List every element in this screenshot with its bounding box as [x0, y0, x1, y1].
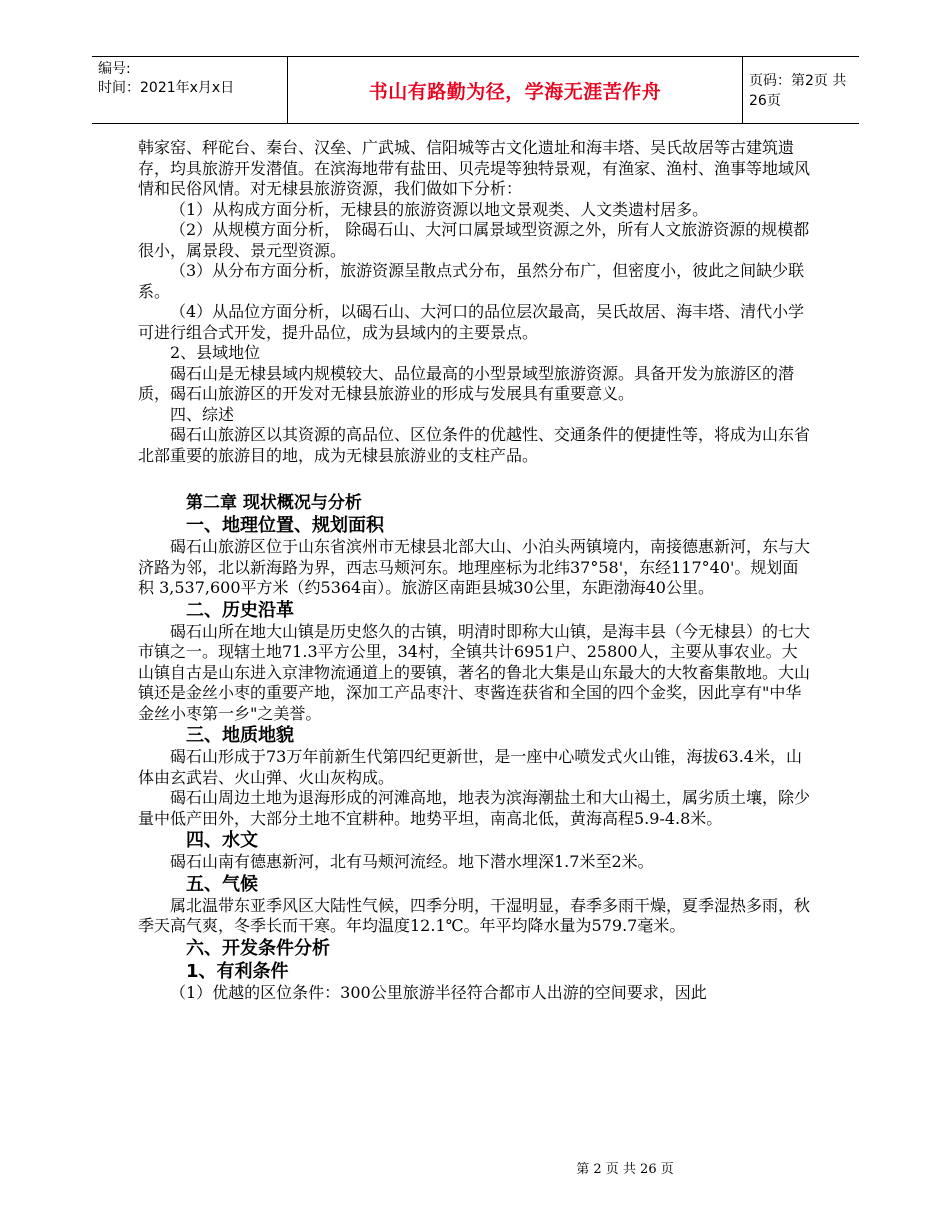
paragraph: （2）从规模方面分析， 除碣石山、大河口属景域型资源之外，所有人文旅游资源的规模都很小，属景段、景元型资源。	[138, 220, 810, 260]
document-time-label: 时间：2021年x月x日	[98, 80, 235, 96]
paragraph: 属北温带东亚季风区大陆性气候，四季分明，干湿明显，春季多雨干燥，夏季湿热多雨，秋季天高气爽，冬季长而干寒。年均温度12.1℃。年平均降水量为579.7毫米。	[138, 895, 811, 935]
paragraph: 碣石山周边土地为退海形成的河滩高地，地表为滨海潮盐土和大山褐土，属劣质土壤，除少量中低产田外，大部分土地不宜耕种。地势平坦，南高北低，黄海高程5.9-4.8米。	[138, 788, 811, 828]
subheading: 2、县域地位	[170, 343, 261, 362]
paragraph: 韩家窑、秤砣台、秦台、汉垒、广武城、信阳城等古文化遗址和海丰塔、吴氏故居等古建筑遗存，均具旅游开发潜值。在滨海地带有盐田、贝壳堤等独特景观，有渔家、渔村、渔事等地域风情和民俗风情。对无棣县旅游资源，我们做如下分析：	[138, 138, 811, 198]
header-page-cell	[743, 57, 859, 123]
header-meta-cell	[92, 57, 287, 123]
section-heading: 五、气候	[186, 873, 258, 895]
page-footer	[0, 1158, 950, 1177]
paragraph: （4）从品位方面分析，以碣石山、大河口的品位层次最高，吴氏故居、海丰塔、清代小学可进行组合式开发，提升品位，成为县域内的主要景点。	[138, 302, 805, 342]
paragraph: 碣石山形成于73万年前新生代第四纪更新世，是一座中心喷发式火山锥，海拔63.4米，山体由玄武岩、火山弹、火山灰构成。	[138, 747, 802, 787]
paragraph: （3）从分布方面分析，旅游资源呈散点式分布，虽然分布广，但密度小，彼此之间缺少联系。	[138, 261, 805, 301]
section-heading: 1、有利条件	[186, 960, 289, 982]
paragraph: 碣石山是无棣县域内规模较大、品位最高的小型景域型旅游资源。具备开发为旅游区的潜质，碣石山旅游区的开发对无棣县旅游业的形成与发展具有重要意义。	[138, 363, 795, 403]
header-motto-cell	[287, 57, 743, 123]
header-motto: 书山有路勤为径，学海无涯苦作舟	[368, 80, 662, 103]
section-heading: 四、水文	[186, 830, 258, 851]
header-page-info: 页码：第2页 共26页	[749, 73, 847, 109]
footer-page-number: 第 2 页 共 26 页	[576, 1162, 674, 1177]
paragraph: 碣石山旅游区以其资源的高品位、区位条件的优越性、交通条件的便捷性等，将成为山东省北部重要的旅游目的地，成为无棣县旅游业的支柱产品。	[138, 425, 811, 465]
document-number-label: 编号:	[98, 61, 131, 77]
document-body	[138, 138, 810, 1003]
section-heading: 二、历史沿革	[186, 599, 294, 621]
paragraph: （1）优越的区位条件：300公里旅游半径符合都市人出游的空间要求，因此	[170, 982, 707, 1002]
chapter-title: 第二章 现状概况与分析	[186, 493, 362, 513]
paragraph: 碣石山南有德惠新河，北有马颊河流经。地下潜水埋深1.7米至2米。	[170, 852, 654, 871]
paragraph: （1）从构成方面分析，无棣县的旅游资源以地文景观类、人文类遗村居多。	[170, 199, 709, 219]
subheading: 四、综述	[170, 404, 235, 424]
paragraph: 碣石山旅游区位于山东省滨州市无棣县北部大山、小泊头两镇境内，南接德惠新河，东与大济路为邻，北以新海路为界，西志马颊河东。地理座标为北纬37°58'，东经117°40'。规划面积 3,537,600平方米（约5364亩）。旅游区南距县城30公里，东距渤海40公里。	[138, 537, 811, 597]
section-heading: 一、地理位置、规划面积	[186, 515, 384, 536]
section-heading: 三、地质地貌	[186, 725, 294, 746]
paragraph: 碣石山所在地大山镇是历史悠久的古镇，明清时即称大山镇，是海丰县（今无棣县）的七大市镇之一。现辖土地71.3平方公里，34村，全镇共计6951户、25800人，主要从事农业。大山镇自古是山东进入京津物流通道上的要镇，著名的鲁北大集是山东最大的大牧畜集散地。大山镇还是金丝小枣的重要产地，深加工产品枣汁、枣酱连获省和全国的四个金奖，因此享有"中华金丝小枣第一乡"之美誉。	[138, 621, 811, 723]
section-heading: 六、开发条件分析	[186, 937, 330, 959]
page-header	[92, 56, 859, 124]
